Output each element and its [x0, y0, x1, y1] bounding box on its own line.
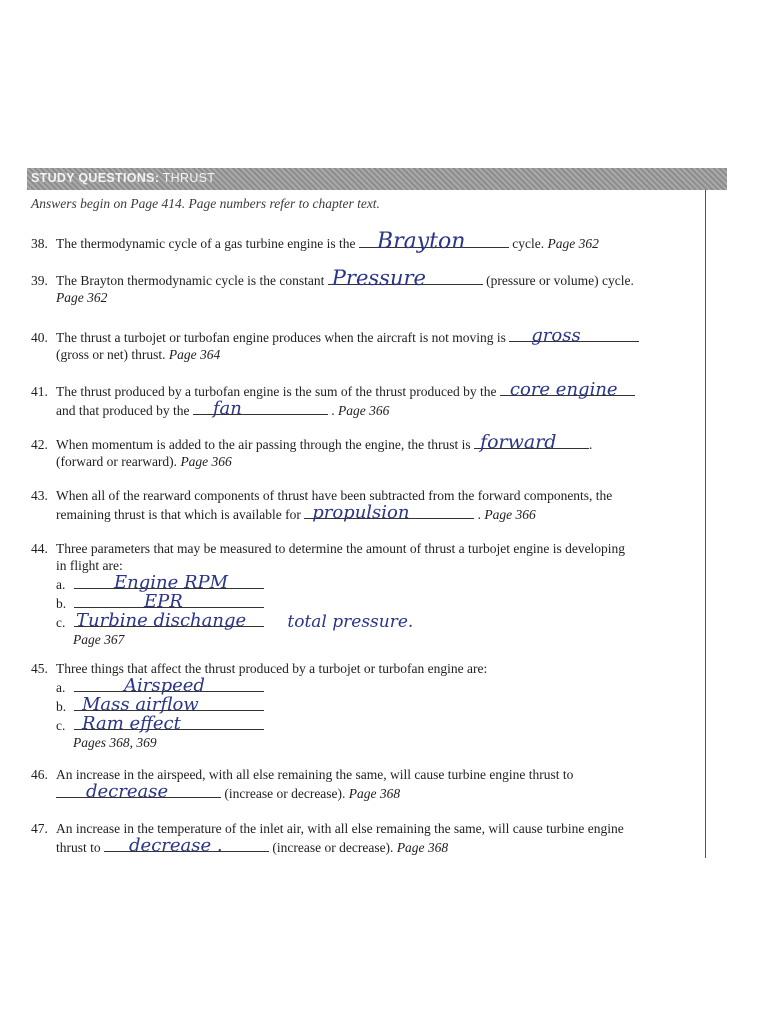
question-number: 47.: [31, 821, 48, 836]
answer-blank: [500, 379, 635, 400]
list-item: b. EPR: [31, 593, 711, 612]
question-38: 38. The thermodynamic cycle of a gas turbine engine is the Brayton cycle. Page 362: [31, 229, 599, 254]
page-ref: Page 367: [73, 632, 125, 647]
handwritten-answer: gross: [531, 325, 581, 346]
section-subtitle: THRUST: [159, 171, 216, 185]
answer-blank: [304, 502, 474, 523]
question-number: 44.: [31, 541, 48, 556]
handwritten-answer: decrease .: [129, 835, 223, 856]
question-number: 43.: [31, 488, 48, 503]
page-ref: Pages 368, 369: [73, 735, 157, 750]
question-47: 47. An increase in the temperature of the inlet air, with all else remaining the same, will cause turbine engine thrust to decrease . (increase or decrease). Page 368: [31, 821, 624, 856]
handwritten-answer: Mass airflow: [82, 694, 199, 715]
handwritten-answer: EPR: [144, 591, 183, 612]
list-item: c. Ram effect: [31, 715, 711, 734]
page-ref: Page 368: [348, 786, 401, 801]
question-number: 40.: [31, 330, 48, 345]
handwritten-answer: forward: [480, 431, 557, 453]
page-ref: Page 362: [547, 236, 599, 251]
question-43: 43. When all of the rearward components of thrust have been subtracted from the forward components, the remaining thrust is that which is available for propulsion . Page 366: [31, 488, 613, 523]
handwritten-answer: Pressure: [331, 266, 426, 290]
handwritten-answer-extra: total pressure.: [287, 612, 414, 632]
answer-blank: [74, 572, 264, 593]
handwritten-answer: core engine: [509, 379, 618, 400]
question-number: 46.: [31, 767, 48, 782]
list-item: c. Turbine dischange total pressure.: [56, 610, 414, 632]
answer-blank: [509, 325, 639, 346]
page-ref: Page 366: [337, 403, 390, 418]
question-number: 45.: [31, 661, 48, 676]
handwritten-answer: decrease: [86, 781, 169, 802]
handwritten-answer: propulsion: [312, 502, 410, 523]
page-ref: Page 364: [168, 347, 221, 362]
list-item: a. Airspeed: [31, 677, 711, 696]
answer-blank: [74, 713, 264, 734]
answer-blank: [74, 675, 264, 696]
list-item: a. Engine RPM: [31, 574, 711, 593]
answer-blank: [359, 229, 509, 254]
handwritten-answer: Airspeed: [124, 675, 205, 696]
page-ref: Page 366: [484, 507, 536, 522]
intro-note: Answers begin on Page 414. Page numbers refer to chapter text.: [31, 196, 380, 211]
handwritten-answer: fan: [212, 398, 242, 419]
question-41: 41. The thrust produced by a turbofan engine is the sum of the thrust produced by the core engine and that produced by the fan . Page 366: [31, 381, 711, 419]
question-40: 40. The thrust a turbojet or turbofan engine produces when the aircraft is not moving is gross (gross or net) thrust. Page 364: [31, 327, 711, 363]
question-45: 45. Three things that affect the thrust produced by a turbojet or turbofan engine are: a. Airspeed b. Mass airflow c. Ram effect Pages 368, 369: [31, 660, 711, 751]
answer-blank: [56, 781, 221, 802]
page-ref: Page 362: [56, 290, 108, 305]
question-39: 39. The Brayton thermodynamic cycle is the constant Pressure (pressure or volume) cycle. Page 362: [31, 270, 711, 306]
answer-blank: [74, 694, 264, 715]
question-44: 44. Three parameters that may be measured to determine the amount of thrust a turbojet engine is developing in flight are: a. Engine RPM b. EPR c. Turbine dischange total pressure. Page 367: [31, 540, 711, 648]
page-ref: Page 368: [396, 840, 449, 855]
list-item: b. Mass airflow: [31, 696, 711, 715]
page-ref: Page 366: [180, 454, 232, 469]
handwritten-answer: Engine RPM: [114, 572, 229, 593]
question-number: 41.: [31, 384, 48, 399]
section-title: STUDY QUESTIONS: THRUST: [31, 171, 216, 185]
question-number: 39.: [31, 273, 48, 288]
question-42: 42. When momentum is added to the air passing through the engine, the thrust is forward . (forward or rearward). Page 366: [31, 431, 593, 469]
handwritten-answer: Turbine dischange: [76, 610, 247, 631]
question-number: 42.: [31, 437, 48, 452]
answer-blank: [193, 398, 328, 419]
section-header-bar: [27, 168, 727, 190]
handwritten-answer: Brayton: [376, 229, 466, 254]
handwritten-answer: Ram effect: [82, 713, 181, 734]
answer-blank: [474, 431, 589, 453]
answer-blank: [328, 266, 483, 290]
answer-blank: [74, 591, 264, 612]
question-number: 38.: [31, 236, 48, 251]
question-46: 46. An increase in the airspeed, with all else remaining the same, will cause turbine engine thrust to decrease (increase or decrease). Page 368: [31, 767, 574, 802]
answer-blank: [104, 835, 269, 856]
